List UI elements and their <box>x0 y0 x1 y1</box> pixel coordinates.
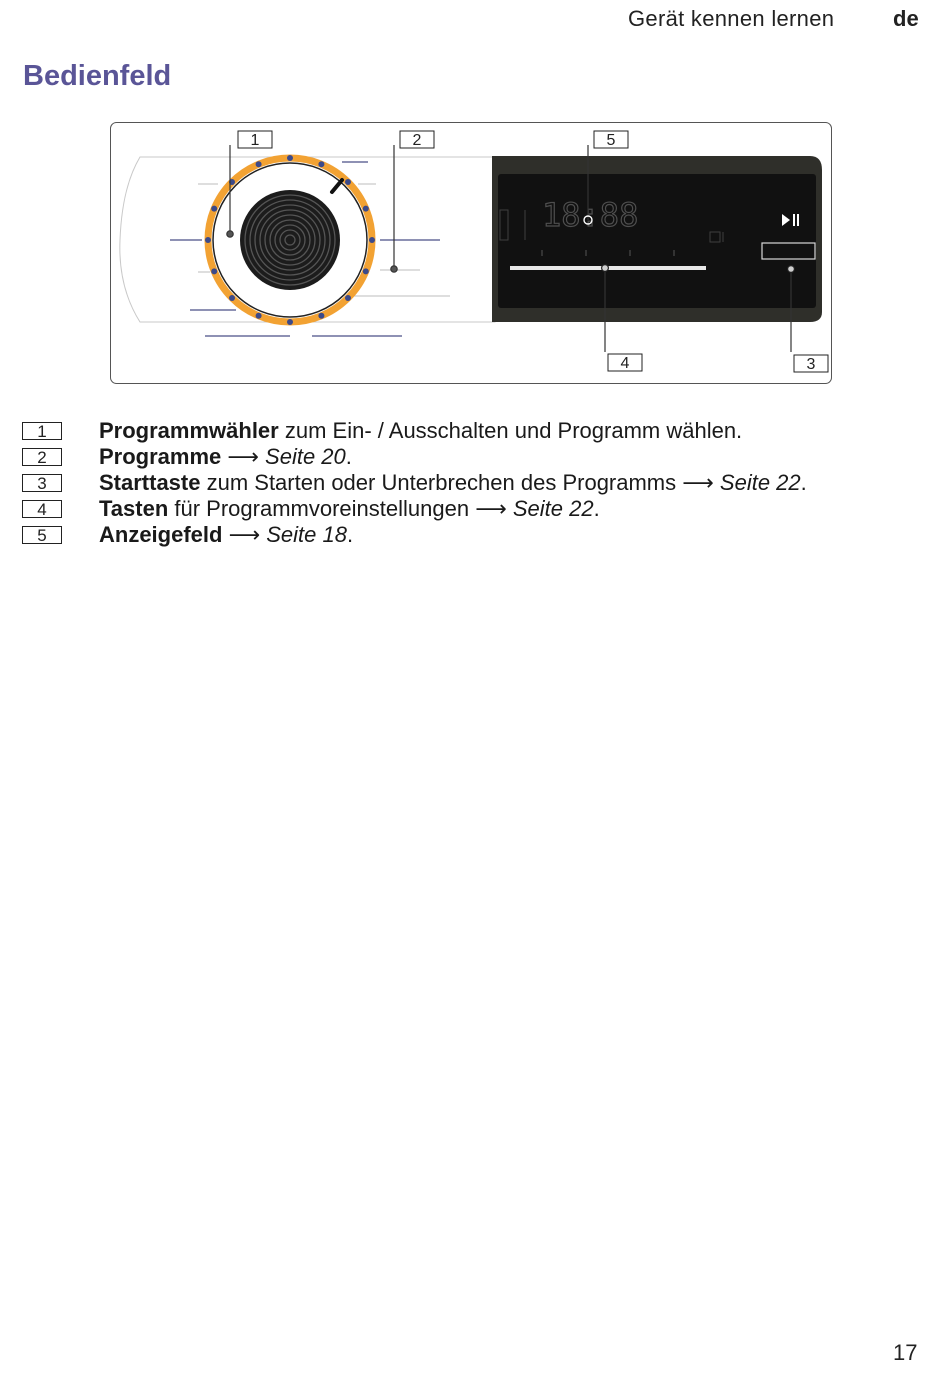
selector-dot <box>229 295 235 301</box>
callout-3 <box>794 355 828 373</box>
page-reference[interactable]: Seite 22 <box>512 496 594 521</box>
header-language: de <box>893 6 919 31</box>
selector-dot <box>318 161 324 167</box>
selector-dot <box>363 206 369 212</box>
legend-description: ⟶ <box>221 444 266 469</box>
selector-dot <box>318 313 324 319</box>
legend-term: Anzeigefeld <box>99 522 223 547</box>
selector-dot <box>205 237 211 243</box>
display-screen <box>498 174 816 308</box>
legend-description: zum Starten oder Unterbrechen des Programms ⟶ <box>200 470 720 495</box>
svg-text:4: 4 <box>620 355 630 372</box>
legend-item-5: 5 Anzeigefeld ⟶ Seite 18. <box>22 522 922 548</box>
legend-description: ⟶ <box>222 522 267 547</box>
legend-number: 4 <box>22 500 62 518</box>
callout-1 <box>238 131 272 149</box>
svg-text:2: 2 <box>412 132 422 149</box>
svg-text:5: 5 <box>606 132 616 149</box>
legend-term: Starttaste <box>99 470 201 495</box>
header-section-title: Gerät kennen lernen <box>628 6 835 31</box>
legend-item-4: 4 Tasten für Programmvoreinstellungen ⟶ Seite 22. <box>22 496 922 522</box>
legend-number: 5 <box>22 526 62 544</box>
legend-description: für Programmvoreinstellungen ⟶ <box>168 496 513 521</box>
control-panel-figure <box>110 122 832 384</box>
selector-dot <box>369 237 375 243</box>
page-reference[interactable]: Seite 20 <box>265 444 346 469</box>
legend-term: Tasten <box>99 496 169 521</box>
legend-list <box>22 418 922 548</box>
display-digits: 18:88 <box>542 196 639 234</box>
page-title: Bedienfeld <box>23 60 172 92</box>
legend-item-2: 2 Programme ⟶ Seite 20. <box>22 444 922 470</box>
selector-dot <box>211 268 217 274</box>
selector-dot <box>287 155 293 161</box>
callout-5 <box>594 131 628 149</box>
selector-dot <box>345 295 351 301</box>
legend-item-1 <box>22 418 922 444</box>
page-reference[interactable]: Seite 22 <box>719 470 801 495</box>
selector-dot <box>363 268 369 274</box>
legend-number: 1 <box>22 422 62 440</box>
legend-term: Programmwähler <box>99 418 279 443</box>
legend-term: Programme <box>99 444 222 469</box>
legend-item-3: 3 Starttaste zum Starten oder Unterbrechen des Programms ⟶ Seite 22. <box>22 470 922 496</box>
svg-text:3: 3 <box>806 356 816 373</box>
display-panel <box>492 156 822 322</box>
control-panel-illustration <box>110 122 832 384</box>
legend-number: 3 <box>22 474 62 492</box>
selector-dot <box>256 161 262 167</box>
selector-dot <box>345 179 351 185</box>
page-number: 17 <box>893 1340 918 1365</box>
legend-description: zum Ein- / Ausschalten und Programm wählen. <box>278 418 743 443</box>
legend-number: 2 <box>22 448 62 466</box>
selector-dot <box>287 319 293 325</box>
svg-text:1: 1 <box>250 132 260 149</box>
page-reference[interactable]: Seite 18 <box>266 522 347 547</box>
selector-dot <box>256 313 262 319</box>
selector-dot <box>211 206 217 212</box>
callout-2 <box>400 131 434 149</box>
callout-4 <box>608 354 642 372</box>
